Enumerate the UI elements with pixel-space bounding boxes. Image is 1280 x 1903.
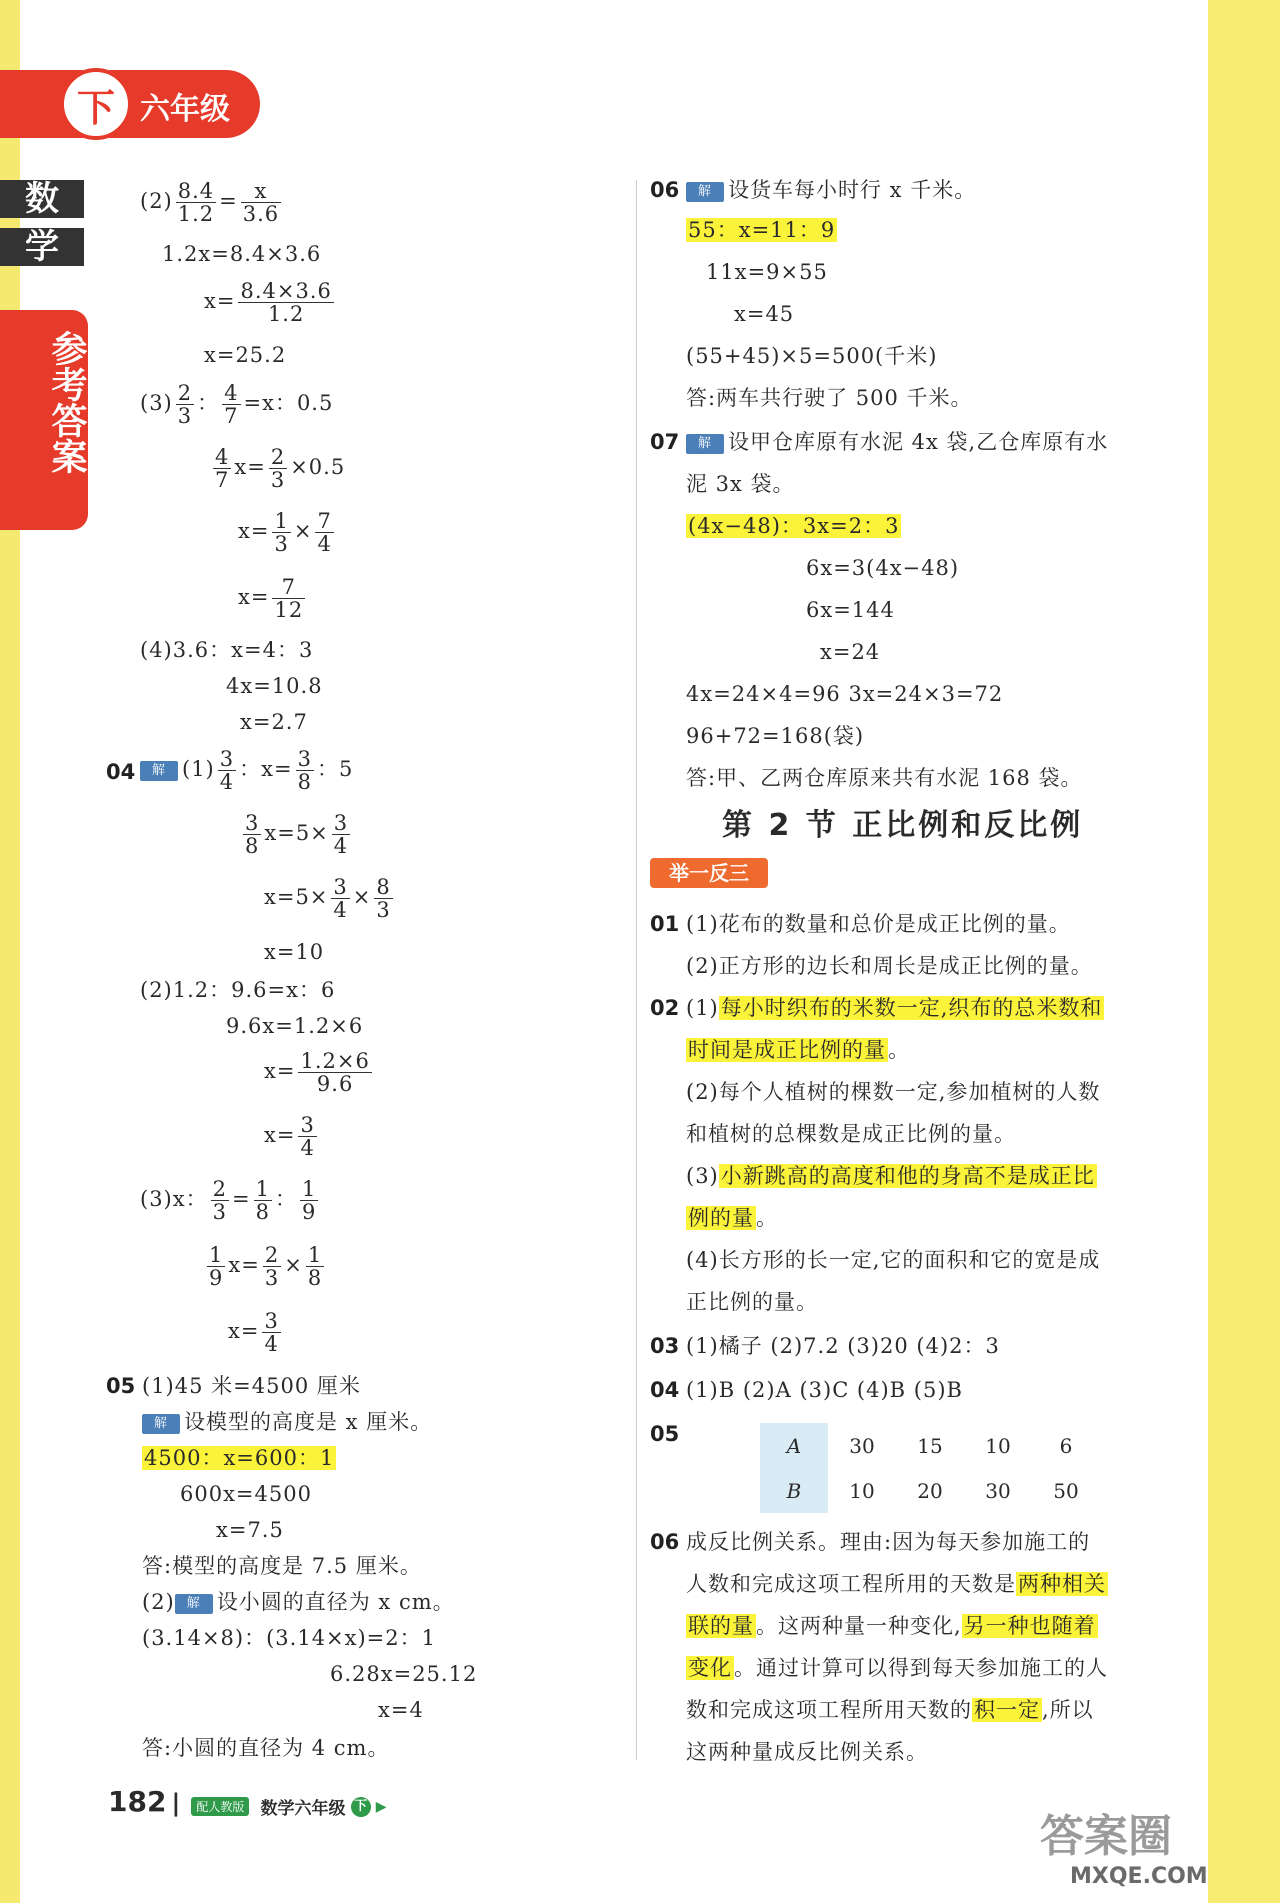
eq-line: 1.2x=8.4×3.6 [162, 242, 322, 266]
solution-badge-icon: 解 [175, 1594, 213, 1614]
eq-line: x= $\frac{1.2\times 6}{9.6}$ [264, 1049, 370, 1096]
right-color-strip [1208, 0, 1280, 1903]
eq-line: (3.14×8)：(3.14×x)=2：1 [142, 1626, 436, 1650]
solution-badge-icon: 解 [142, 1414, 180, 1434]
eq-line: 6x=144 [806, 598, 895, 622]
question-number: 05 [650, 1422, 680, 1446]
text-line: 答:两车共行驶了 500 千米。 [686, 386, 973, 410]
text-line: 解 设模型的高度是 x 厘米。 [142, 1408, 432, 1436]
eq-line: x= $\frac{3}{4}$ [264, 1113, 315, 1160]
eq-line: $\frac{1}{9}$ x= $\frac{2}{3}$ × $\frac{1}{8}$ [209, 1243, 323, 1290]
text-line: 人数和完成这项工程所用的天数是两种相关 [686, 1572, 1106, 1596]
section-title: 第 2 节 正比例和反比例 [722, 808, 1084, 843]
text-line: 解 设甲仓库原有水泥 4x 袋,乙仓库原有水 [686, 428, 1108, 456]
publisher-badge: 配人教版 [191, 1797, 249, 1816]
eq-line: 11x=9×55 [706, 260, 828, 284]
subject-char-1: 数 [0, 180, 84, 218]
eq-line: 600x=4500 [180, 1482, 312, 1506]
eq-line: x= $\frac{7}{12}$ [238, 575, 304, 622]
eq-q04-1: 解 (1) $\frac{3}{4}$ ：x= $\frac{3}{8}$ ：5 [140, 748, 353, 793]
text-line: (4)长方形的长一定,它的面积和它的宽是成 [686, 1248, 1101, 1272]
text-line: 成反比例关系。理由:因为每天参加施工的 [686, 1530, 1091, 1554]
text-line: (1)橘子 (2)7.2 (3)20 (4)2：3 [686, 1334, 1000, 1358]
text-line: (3)小新跳高的高度和他的身高不是成正比 [686, 1164, 1095, 1188]
text-line: 例的量。 [688, 1206, 778, 1230]
solution-badge-icon: 解 [686, 182, 724, 202]
grade-banner [0, 70, 260, 138]
watermark-url: MXQE.COM [1070, 1864, 1208, 1889]
volume-badge: 下 [351, 1797, 371, 1817]
eq-line: x=45 [734, 302, 795, 326]
subject-char-2: 学 [0, 228, 84, 266]
text-line: 联的量。这两种量一种变化,另一种也随着 [688, 1614, 1096, 1638]
text-line: 答:甲、乙两仓库原来共有水泥 168 袋。 [686, 766, 1083, 790]
text-line: (2)每个人植树的棵数一定,参加植树的人数 [686, 1080, 1101, 1104]
table-row: B 10 20 30 50 [760, 1468, 1100, 1513]
eq-line: x=25.2 [204, 343, 287, 367]
left-color-strip [0, 0, 20, 1903]
eq-line: 9.6x=1.2×6 [226, 1014, 364, 1038]
eq-line: 6.28x=25.12 [330, 1662, 478, 1686]
text-line: 正比例的量。 [686, 1290, 818, 1314]
book-title: 数学六年级 [260, 1799, 346, 1819]
eq-line: 96+72=168(袋) [686, 724, 865, 748]
eq-line: (3)x： $\frac{2}{3}$ = $\frac{1}{8}$ ： $\frac{1}{9}$ [140, 1177, 317, 1224]
eq-line: $\frac{4}{7}$ x= $\frac{2}{3}$ ×0.5 [215, 445, 346, 492]
eq-p2: (2) $\frac{8.4}{1.2}$ = $\frac{x}{3.6}$ [140, 179, 280, 226]
eq-line: x=4 [378, 1698, 424, 1722]
question-number: 05 [106, 1374, 136, 1398]
eq-line: $\frac{3}{8}$ x=5× $\frac{3}{4}$ [245, 811, 349, 858]
answer-key-tab: 参考答案 [0, 310, 88, 530]
watermark [1040, 1800, 1208, 1889]
eq-line: x= $\frac{8.4\times 3.6}{1.2}$ [204, 279, 332, 326]
text-line: (1)45 米=4500 厘米 [142, 1374, 361, 1398]
text-line: 和植树的总棵数是成正比例的量。 [686, 1122, 1016, 1146]
text-line: (1)B (2)A (3)C (4)B (5)B [686, 1378, 963, 1402]
eq-line: x=5× $\frac{3}{4}$ × $\frac{8}{3}$ [264, 875, 391, 922]
text-line: 时间是成正比例的量。 [688, 1038, 910, 1062]
eq-line: 4x=10.8 [226, 674, 323, 698]
question-number: 06 [650, 178, 680, 202]
semester-badge: 下 [60, 68, 132, 140]
text-line: 解 设货车每小时行 x 千米。 [686, 176, 976, 204]
text-line: 变化。通过计算可以得到每天参加施工的人 [688, 1656, 1108, 1680]
text-line: (1)每小时织布的米数一定,织布的总米数和 [686, 996, 1103, 1020]
watermark-logo: 答案圈 [1040, 1811, 1172, 1862]
table-row: A 30 15 10 6 [760, 1423, 1100, 1468]
text-line: (2)正方形的边长和周长是成正比例的量。 [686, 954, 1093, 978]
highlighted-eq: 4500：x=600：1 [144, 1446, 335, 1470]
solution-badge-icon: 解 [140, 761, 178, 781]
question-number: 07 [650, 430, 680, 454]
eq-line: (4)3.6：x=4：3 [140, 638, 314, 662]
question-number: 04 [106, 760, 136, 784]
eq-p3: (3) $\frac{2}{3}$ ： $\frac{4}{7}$ =x：0.5 [140, 381, 334, 428]
question-number: 04 [650, 1378, 680, 1402]
text-line: (1)花布的数量和总价是成正比例的量。 [686, 912, 1071, 936]
highlighted-eq: (4x−48)：3x=2：3 [688, 514, 900, 538]
page-number: 182 [108, 1785, 167, 1818]
text-line: 这两种量成反比例关系。 [686, 1740, 928, 1764]
eq-line: x=7.5 [216, 1518, 284, 1542]
section-tag: 举一反三 [650, 858, 768, 888]
question-number: 01 [650, 912, 680, 936]
highlighted-eq: 55：x=11：9 [688, 218, 836, 242]
text-line: 答:模型的高度是 7.5 厘米。 [142, 1554, 422, 1578]
question-number: 06 [650, 1530, 680, 1554]
eq-line: x=24 [820, 640, 881, 664]
ab-table [760, 1423, 1100, 1513]
text-line: 答:小圆的直径为 4 cm。 [142, 1736, 390, 1760]
text-line: 数和完成这项工程所用天数的积一定,所以 [686, 1698, 1094, 1722]
text-line: 泥 3x 袋。 [686, 472, 795, 496]
eq-line: x=10 [264, 940, 325, 964]
column-divider [636, 180, 637, 1760]
eq-line: (55+45)×5=500(千米) [686, 344, 938, 368]
page-footer: 182 | 配人教版 数学六年级 下 ▶ [108, 1785, 387, 1819]
eq-line: x= $\frac{1}{3}$ × $\frac{7}{4}$ [238, 509, 332, 556]
text-line: (2) 解 设小圆的直径为 x cm。 [142, 1590, 455, 1614]
grade-label: 六年级 [140, 92, 230, 127]
eq-line: (2)1.2：9.6=x：6 [140, 978, 336, 1002]
question-number: 03 [650, 1334, 680, 1358]
question-number: 02 [650, 996, 680, 1020]
eq-line: x= $\frac{3}{4}$ [228, 1309, 279, 1356]
eq-line: x=2.7 [240, 710, 308, 734]
arrow-right-icon: ▶ [375, 1799, 387, 1815]
eq-line: 6x=3(4x−48) [806, 556, 960, 580]
solution-badge-icon: 解 [686, 434, 724, 454]
eq-line: 4x=24×4=96 3x=24×3=72 [686, 682, 1004, 706]
